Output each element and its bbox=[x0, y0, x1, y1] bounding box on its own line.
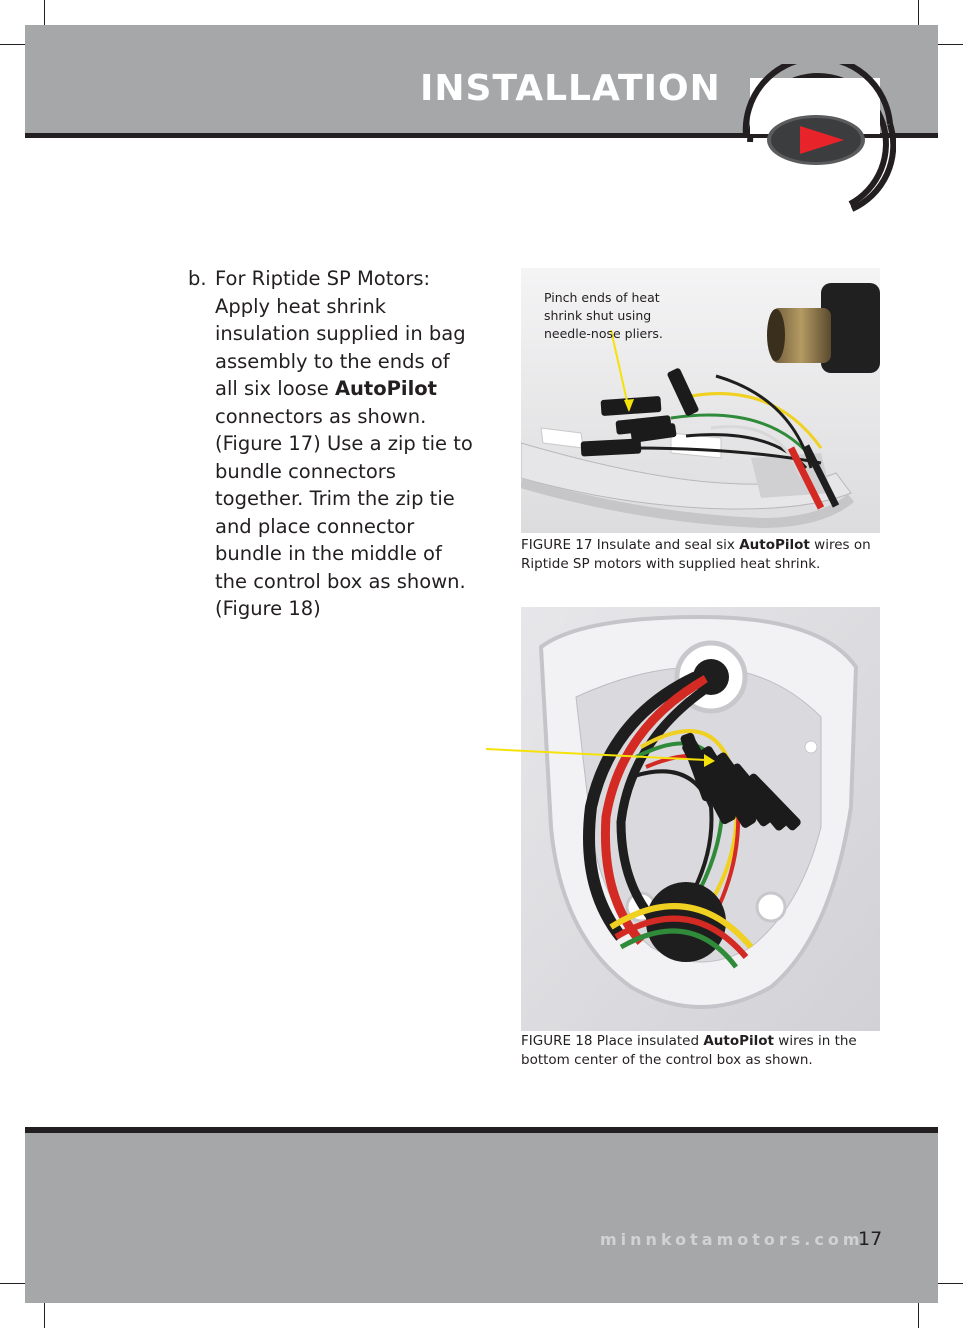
figure-17-caption-bold: AutoPilot bbox=[739, 537, 810, 553]
figure-17-caption-suffix: wires on Riptide SP motors with supplied heat shrink. bbox=[521, 537, 871, 572]
figure-18-caption-bold: AutoPilot bbox=[703, 1033, 774, 1049]
figure-17-caption-prefix: FIGURE 17 Insulate and seal six bbox=[521, 537, 740, 553]
instruction-text-2: connectors as shown. (Figure 17) Use a zip tie to bundle connectors together. Trim the zip tie and place connector bundle in the middle of the control box as shown. (Figure 18) bbox=[215, 404, 473, 620]
step-marker: b. bbox=[188, 267, 207, 290]
instruction-text-1: For Riptide SP Motors: Apply heat shrink insulation supplied in bag assembly to the ends of all six loose bbox=[215, 267, 466, 400]
website-url: minnkotamotors.com bbox=[600, 1230, 864, 1249]
figure-17-callout: Pinch ends of heat shrink shut using needle-nose pliers. bbox=[544, 290, 663, 341]
footer-bar bbox=[25, 1133, 938, 1303]
figure-18-caption bbox=[521, 1032, 880, 1070]
instruction-bold: AutoPilot bbox=[334, 377, 438, 400]
figure-18-caption-prefix: FIGURE 18 Place insulated bbox=[521, 1033, 704, 1049]
figure-18-caption-suffix: wires in the bottom center of the control box as shown. bbox=[521, 1033, 857, 1068]
page-title: INSTALLATION bbox=[420, 68, 721, 109]
page-number: 17 bbox=[858, 1228, 883, 1250]
